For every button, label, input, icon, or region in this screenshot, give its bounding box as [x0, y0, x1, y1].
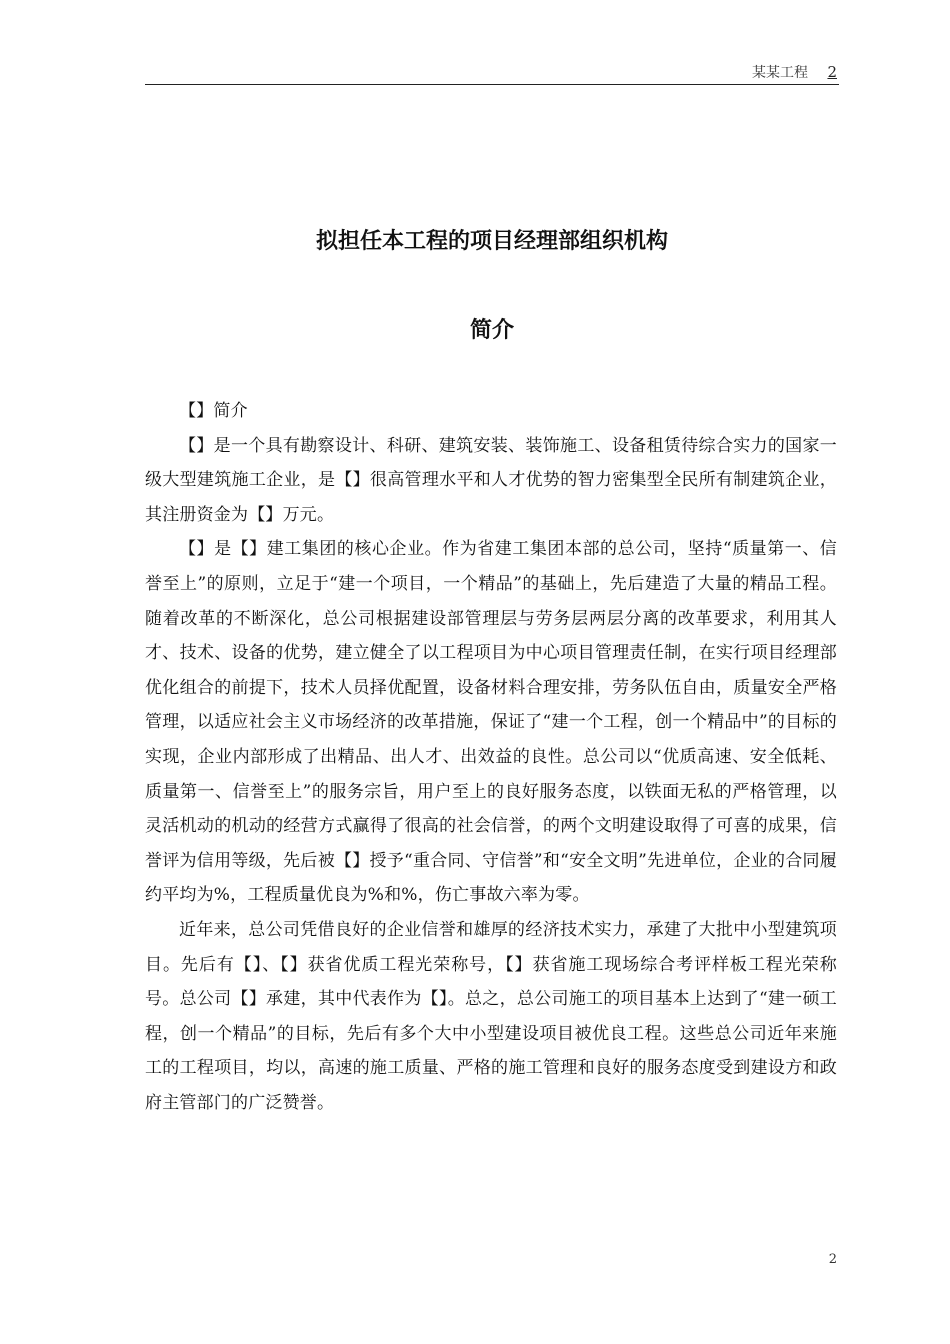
- paragraph-intro-heading: 【】简介: [179, 401, 248, 421]
- header-title: 某某工程: [752, 65, 808, 81]
- header-page-number: 2: [827, 63, 837, 81]
- document-title: 拟担任本工程的项目经理部组织机构: [315, 229, 668, 254]
- footer-page-number: 2: [828, 1252, 837, 1267]
- document-body: [145, 394, 837, 1120]
- paragraph: 近年来，总公司凭借良好的企业信誉和雄厚的经济技术实力，承建了大批中小型建筑项目。先后有【】、【】获省优质工程光荣称号，【】获省施工现场综合考评样板工程光荣称号。总公司【】承建，其中代表作为【】。总之，总公司施工的项目基本上达到了“建一硕工程，创一个精品”的目标，先后有多个大中小型建设项目被优良工程。这些总公司近年来施工的工程项目，均以，高速的施工质量、严格的施工管理和良好的服务态度受到建设方和政府主管部门的广泛赞誉。: [145, 919, 837, 1113]
- paragraph: 【】是一个具有勘察设计、科研、建筑安装、装饰施工、设备租赁待综合实力的国家一级大型建筑施工企业，是【】很高管理水平和人才优势的智力密集型全民所有制建筑企业，其注册资金为【】万元。: [145, 435, 837, 525]
- page-header: [145, 64, 839, 85]
- document-subtitle: 简介: [469, 318, 514, 343]
- paragraph: 【】是【】建工集团的核心企业。作为省建工集团本部的总公司，坚持“质量第一、信誉至上”的原则，立足于“建一个项目，一个精品”的基础上，先后建造了大量的精品工程。随着改革的不断深化，总公司根据建设部管理层与劳务层两层分离的改革要求，利用其人才、技术、设备的优势，建立健全了以工程项目为中心项目管理责任制，在实行项目经理部优化组合的前提下，技术人员择优配置，设备材料合理安排，劳务队伍自由，质量安全严格管理，以适应社会主义市场经济的改革措施，保证了“建一个工程，创一个精品中”的目标的实现，企业内部形成了出精品、出人才、出效益的良性。总公司以“优质高速、安全低耗、质量第一、信誉至上”的服务宗旨，用户至上的良好服务态度，以铁面无私的严格管理，以灵活机动的机动的经营方式赢得了很高的社会信誉，的两个文明建设取得了可喜的成果，信誉评为信用等级，先后被【】授予“重合同、守信誉”和“安全文明”先进单位，企业的合同履约平均为%，工程质量优良为%和%，伤亡事故六率为零。: [145, 539, 837, 906]
